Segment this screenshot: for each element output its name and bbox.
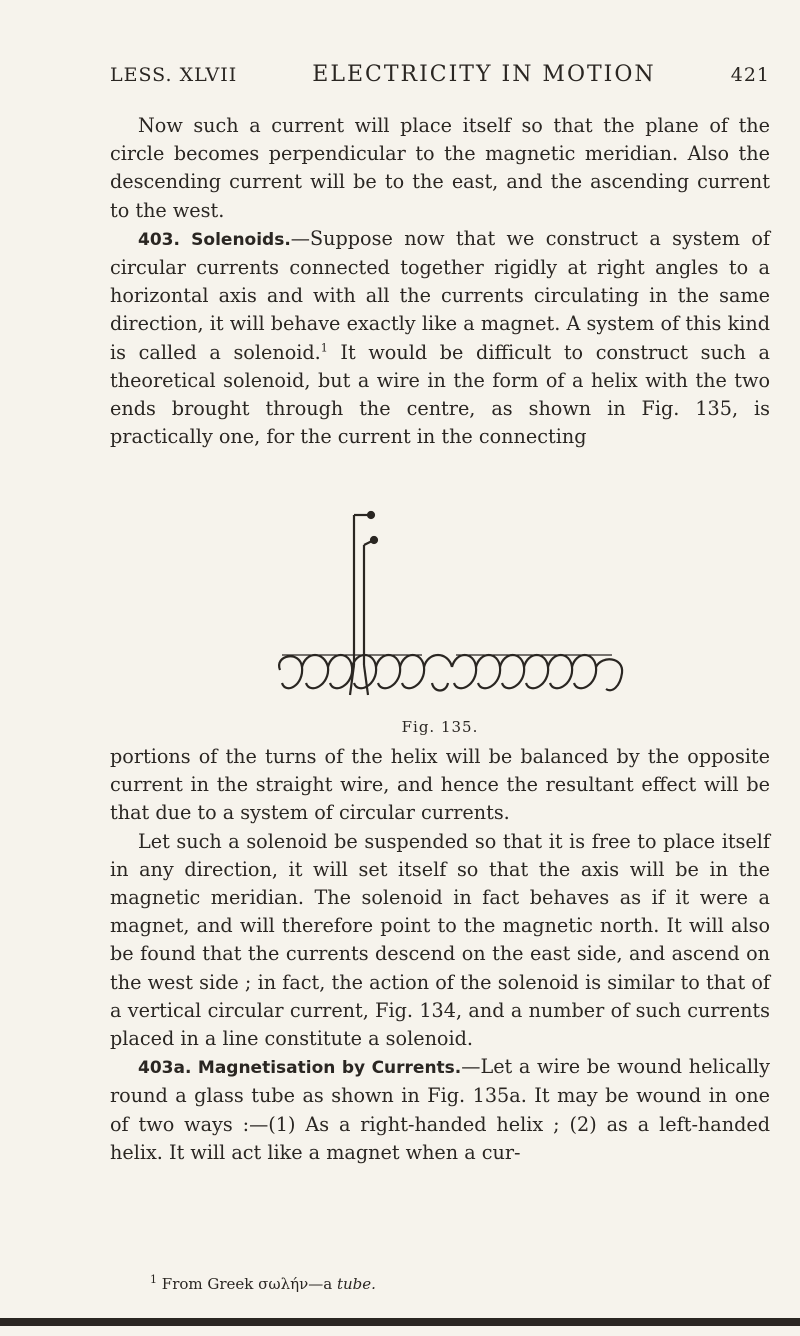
solenoid-figure <box>272 505 632 700</box>
section-403a-text: —Let a wire be wound helically round a glass tube as shown in Fig. 135a. It may be wound in one of two ways :—(1) As a right-handed helix ; (2) as a left-handed helix. It will act like a magnet when a cur- <box>110 1055 770 1164</box>
section-heading-403: 403. Solenoids. <box>138 229 291 250</box>
section-403 <box>110 225 770 452</box>
paragraph-3: Let such a solenoid be suspended so that it is free to place itself in any direction, it will set itself so that the axis will be in the magnetic meridian. The solenoid in fact behaves as if it were a magnet, and will therefore point to the magnetic north. It will also be found that the currents descend on the east side, and ascend on the west side ; in fact, the action of the solenoid is similar to that of a vertical circular current, Fig. 134, and a number of such currents placed in a line constitute a solenoid. <box>110 829 770 1051</box>
page-edge-bar <box>0 1318 800 1326</box>
footnote-text: From Greek σωλήν—a <box>161 1275 333 1293</box>
section-403-text-a: —Suppose now that we construct a system of circular currents connected together rigidly at right angles to a horizontal axis and with all the currents circulating in the same direction, it will behave exactly like a magnet. A system of this kind is called a solenoid. <box>110 226 770 364</box>
section-heading-403a: 403a. Magnetisation by Currents. <box>138 1058 462 1079</box>
footnote-ref: 1 <box>320 341 328 355</box>
paragraph-2: portions of the turns of the helix will be balanced by the opposite current in the straight wire, and hence the resultant effect will be that due to a system of circular currents. <box>110 745 770 825</box>
footnote-marker: 1 <box>150 1273 157 1286</box>
page-number: 421 <box>730 64 770 86</box>
section-403a <box>110 1053 770 1167</box>
lesson-label: LESS. XLVII <box>110 64 238 86</box>
footnote <box>110 1275 770 1293</box>
bottom-text-block <box>110 743 770 1167</box>
section-403-text-b: It would be difficult to construct such a theoretical solenoid, but a wire in the form of a helix with the two ends brought through the centre, as shown in Fig. 135, is practically one, for the current in the connecting <box>110 340 770 449</box>
running-header <box>110 62 770 87</box>
figure-caption: Fig. 135. <box>401 718 479 736</box>
chapter-title: ELECTRICITY IN MOTION <box>312 62 656 87</box>
top-text-block <box>110 112 770 451</box>
footnote-italic: tube. <box>336 1275 376 1293</box>
helix-right <box>452 655 622 690</box>
paragraph-1: Now such a current will place itself so that the plane of the circle becomes perpendicular to the magnetic meridian. Also the descending current will be to the east, and the ascending current to the west. <box>110 114 770 222</box>
